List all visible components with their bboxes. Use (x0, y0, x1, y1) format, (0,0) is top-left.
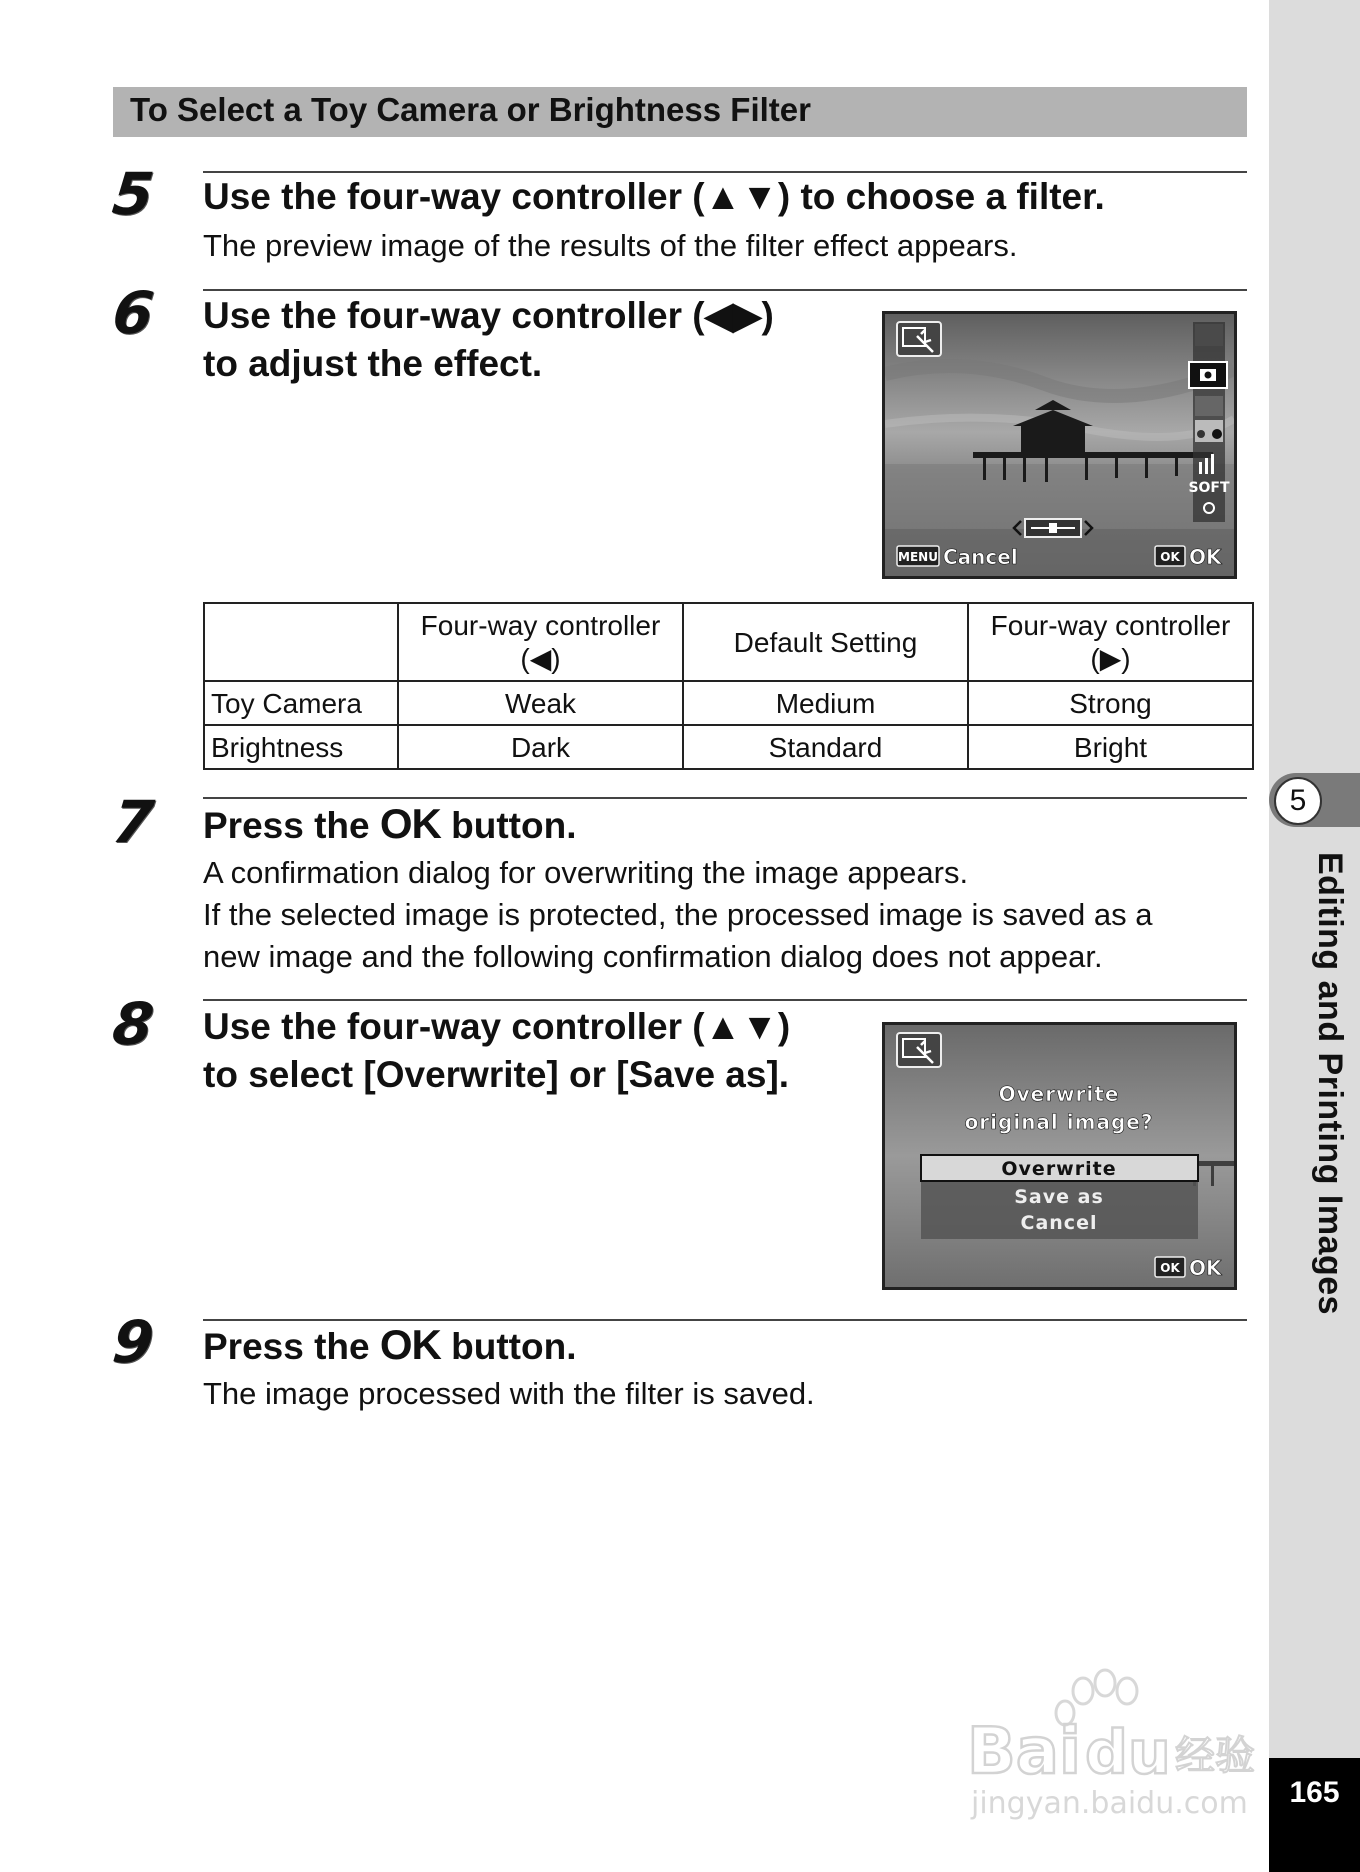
svg-text:du: du (1085, 1718, 1171, 1788)
table-cell: Weak (398, 681, 683, 725)
overwrite-dialog-image (885, 1025, 1234, 1287)
dialog-prompt-line-2: original image? (964, 1110, 1154, 1134)
step-6-heading-line-1: Use the four-way controller (◀▶) (203, 295, 774, 336)
ok-key-label: OK (1160, 1261, 1180, 1275)
ok-key-label: OK (1160, 550, 1180, 564)
step-5-body: The preview image of the results of the filter effect appears. (203, 228, 1018, 263)
table-header-cell (398, 603, 683, 681)
step-8-heading-line-2: to select [Overwrite] or [Save as]. (203, 1054, 790, 1095)
ok-glyph: OK (379, 800, 441, 847)
table-row (204, 725, 1253, 769)
dialog-option-cancel[interactable]: Cancel (1020, 1212, 1098, 1234)
step-6-heading-line-2: to adjust the effect. (203, 343, 543, 384)
camera-screen-filter-adjust (882, 311, 1237, 579)
camera-screen-overwrite-dialog (882, 1022, 1237, 1290)
header-text: Four-way controller (990, 610, 1231, 641)
table-header-cell (683, 603, 968, 681)
step-7-body-line-2: If the selected image is protected, the processed image is saved as a (203, 897, 1153, 932)
table-cell: Toy Camera (204, 681, 398, 725)
step-number-6: 6 (109, 279, 157, 347)
svg-text:经验: 经验 (1175, 1733, 1255, 1779)
table-header-cell (968, 603, 1253, 681)
dialog-prompt-line-1: Overwrite (998, 1082, 1120, 1106)
table-cell: Standard (683, 725, 968, 769)
step-number-7: 7 (109, 788, 157, 856)
step-number-8: 8 (109, 990, 157, 1058)
filter-preview-image (885, 314, 1234, 576)
table-cell: Strong (968, 681, 1253, 725)
svg-text:Bai: Bai (967, 1715, 1081, 1789)
step-divider (203, 797, 1247, 799)
soft-filter-label: SOFT (1188, 480, 1230, 496)
dialog-option-overwrite[interactable]: Overwrite (1001, 1158, 1117, 1180)
step-divider (203, 289, 1247, 291)
step-7-body-line-1: A confirmation dialog for overwriting the image appears. (203, 855, 969, 890)
step-7-body-line-3: new image and the following confirmation dialog does not appear. (203, 939, 1103, 974)
step-number-9: 9 (109, 1308, 157, 1376)
table-header-row (204, 603, 1253, 681)
heading-text: button. (440, 805, 577, 846)
heading-text: Press the (203, 805, 380, 846)
section-title: To Select a Toy Camera or Brightness Filter (130, 91, 811, 128)
heading-text: Press the (203, 1326, 380, 1367)
svg-text:jingyan.baidu.com: jingyan.baidu.com (971, 1786, 1248, 1821)
ok-glyph: OK (379, 1321, 441, 1368)
filter-settings-table (203, 602, 1254, 770)
effect-level-slider (1014, 519, 1092, 537)
chapter-title: Editing and Printing Images (1311, 852, 1349, 1316)
filter-selector-column (1188, 322, 1230, 522)
table-row (204, 681, 1253, 725)
menu-key-label: MENU (898, 550, 938, 564)
filter-mode-icon (897, 322, 941, 356)
table-header-cell (204, 603, 398, 681)
ok-label: OK (1189, 545, 1222, 569)
dialog-option-save-as[interactable]: Save as (1014, 1186, 1104, 1208)
chapter-number: 5 (1274, 777, 1322, 825)
header-text: (◀) (520, 643, 561, 674)
table-cell: Bright (968, 725, 1253, 769)
cancel-label: Cancel (943, 545, 1018, 569)
step-number-5: 5 (109, 160, 157, 228)
step-5-heading: Use the four-way controller (▲▼) to choose a filter. (203, 176, 1105, 217)
step-divider (203, 999, 1247, 1001)
table-cell: Brightness (204, 725, 398, 769)
step-9-body: The image processed with the filter is saved. (203, 1376, 815, 1411)
heading-text: button. (440, 1326, 577, 1367)
step-9-heading (203, 1321, 576, 1371)
page-number: 165 (1269, 1758, 1360, 1872)
header-text: Default Setting (733, 626, 918, 658)
baidu-watermark (965, 1665, 1270, 1825)
filter-mode-icon (897, 1033, 941, 1067)
header-text: Four-way controller (420, 610, 661, 641)
ok-label: OK (1189, 1256, 1222, 1280)
table-cell: Medium (683, 681, 968, 725)
header-text: (▶) (1090, 643, 1131, 674)
table-cell: Dark (398, 725, 683, 769)
step-7-heading (203, 800, 576, 850)
step-8-heading-line-1: Use the four-way controller (▲▼) (203, 1006, 791, 1047)
